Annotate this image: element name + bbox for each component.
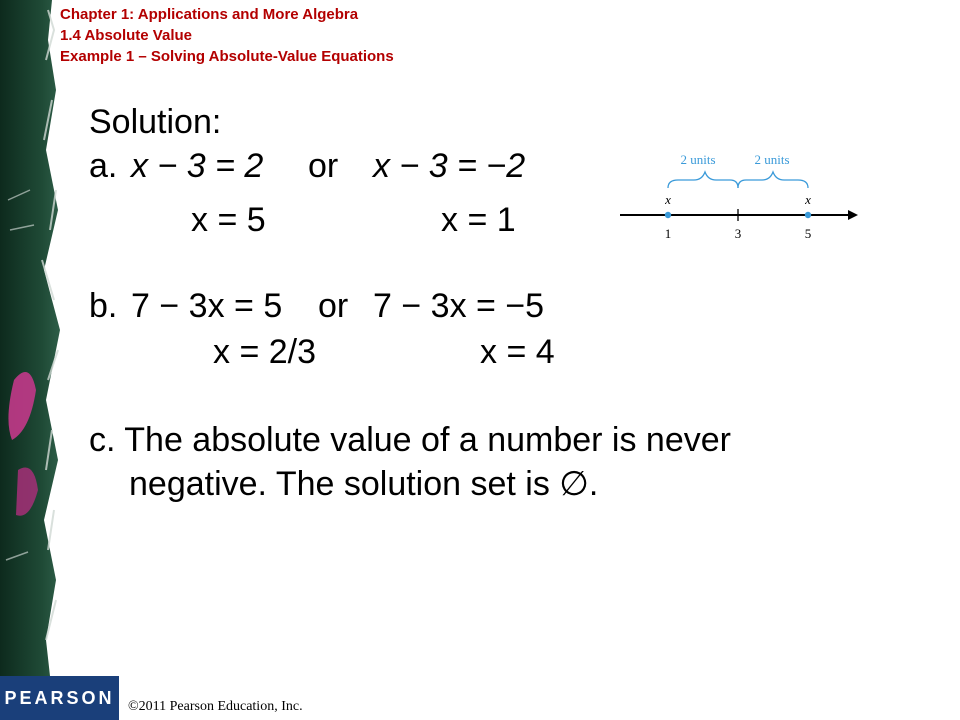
part-a-solution-1: x = 5 (191, 201, 266, 239)
part-b-or: or (318, 287, 349, 325)
point-5 (805, 212, 811, 218)
brace-right-label: 2 units (754, 152, 790, 167)
tick-label-5: 5 (804, 226, 812, 241)
part-b-prefix: b. (89, 287, 118, 325)
point-1 (665, 212, 671, 218)
part-c-line-1: c. The absolute value of a number is never (89, 421, 731, 459)
side-decoration (0, 0, 70, 720)
part-b-equation-2: 7 − 3x = −5 (373, 287, 545, 325)
point-label-right: x (805, 192, 811, 207)
part-a-equation-2: x − 3 = −2 (373, 147, 526, 185)
part-b-equation-1: 7 − 3x = 5 (131, 287, 283, 325)
pearson-logo: PEARSON (0, 676, 119, 720)
chapter-title: Chapter 1: Applications and More Algebra (60, 6, 359, 23)
brace-right (738, 172, 808, 188)
section-title: 1.4 Absolute Value (60, 27, 192, 44)
part-b-solution-2: x = 4 (480, 333, 555, 371)
part-b-solution-1: x = 2/3 (213, 333, 317, 371)
solution-title: Solution: (89, 103, 222, 141)
brace-left (668, 172, 738, 188)
part-c-line-2: negative. The solution set is ∅. (129, 465, 599, 503)
part-a-or: or (308, 147, 339, 185)
tick-label-3: 3 (734, 226, 742, 241)
point-label-left: x (665, 192, 671, 207)
number-line-figure (612, 148, 862, 248)
brace-left-label: 2 units (680, 152, 716, 167)
slide-header (60, 4, 394, 67)
part-a-prefix: a. (89, 147, 118, 185)
tick-label-1: 1 (664, 226, 672, 241)
part-a-solution-2: x = 1 (441, 201, 516, 239)
arrow-icon (848, 210, 858, 220)
copyright-text: ©2011 Pearson Education, Inc. (128, 699, 303, 714)
example-title: Example 1 – Solving Absolute-Value Equations (60, 48, 394, 65)
part-a-equation-1: x − 3 = 2 (131, 147, 264, 185)
